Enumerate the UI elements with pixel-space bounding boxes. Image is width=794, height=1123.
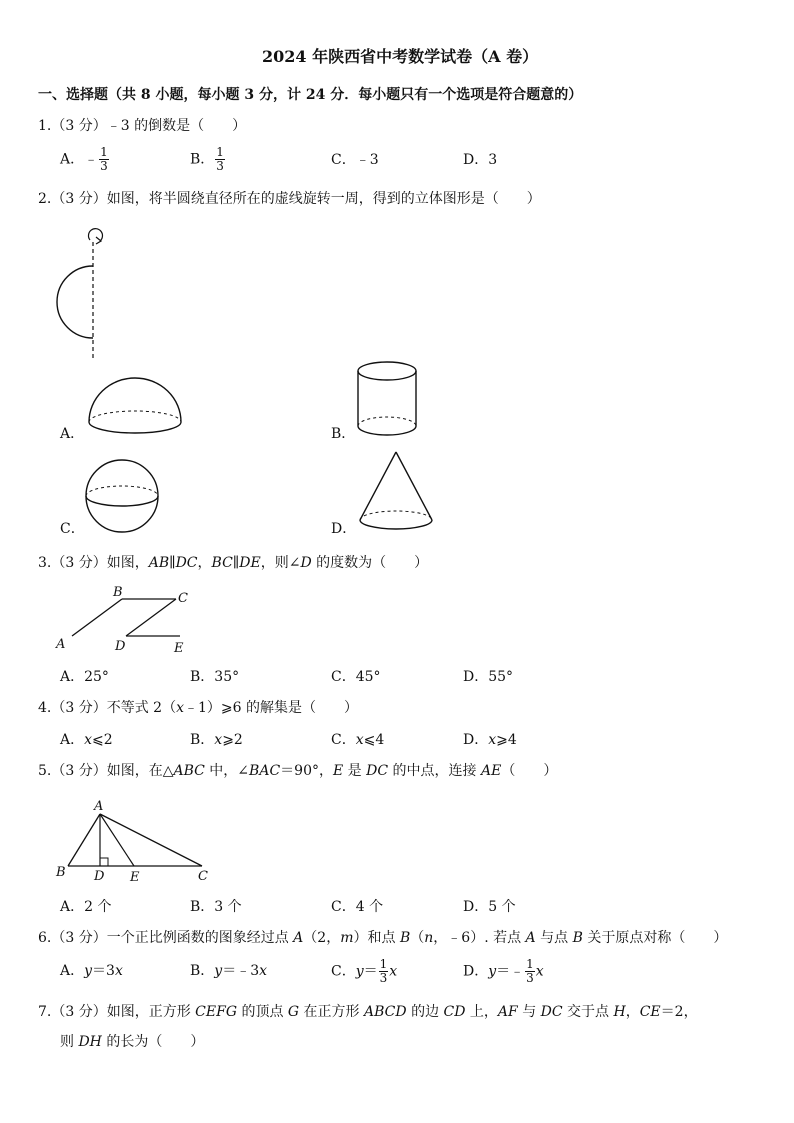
- q1-a-fraction: $\frac{1}{3}$: [100, 145, 108, 173]
- q2-option-c-sphere[interactable]: [84, 458, 164, 538]
- q3-parallel-lines-figure: [50, 584, 210, 654]
- q6-option-c[interactable]: C．y＝ $\frac{1}{3}$ x: [331, 957, 398, 985]
- q6-d-fraction: $\frac{1}{3}$: [526, 957, 534, 985]
- section-heading: 一、选择题（共 8 小题，每小题 3 分，计 24 分．每小题只有一个选项是符合题意的）: [38, 87, 583, 103]
- q6-c-fraction: $\frac{1}{3}$: [379, 957, 388, 985]
- q5-triangle-figure: [50, 792, 220, 884]
- exam-title: 2024 年陕西省中考数学试卷（A 卷）: [262, 47, 539, 66]
- q2-label-d: D．: [331, 521, 357, 537]
- q5-point-c: C: [198, 869, 208, 884]
- q4-option-c[interactable]: C．x⩽4: [331, 732, 385, 748]
- q1-option-d[interactable]: D．3: [463, 152, 498, 168]
- q3-point-c: C: [178, 591, 188, 606]
- q1-b-fraction: $\frac{1}{3}$: [216, 145, 224, 173]
- q1-option-b[interactable]: B． $\frac{1}{3}$: [190, 145, 224, 173]
- q6-option-b[interactable]: B．y＝﹣3x: [190, 963, 268, 979]
- q2-label-b: B．: [331, 426, 356, 442]
- q3-option-b[interactable]: B．35°: [190, 669, 240, 685]
- q2-label-c: C．: [60, 521, 85, 537]
- q1-option-a[interactable]: A．﹣ $\frac{1}{3}$: [60, 145, 108, 173]
- question-6-stem: 6.（3 分）一个正比例函数的图象经过点 A（2，m）和点 B（n，﹣6）. 若点 A 与点 B 关于原点对称（ ）: [38, 930, 728, 946]
- q4-option-d[interactable]: D．x⩾4: [463, 732, 517, 748]
- q5-option-d[interactable]: D．5 个: [463, 899, 516, 915]
- q2-semicircle-figure: [48, 222, 118, 362]
- q5-point-e: E: [130, 870, 140, 885]
- question-1-stem: 1.（3 分）﹣3 的倒数是（ ）: [38, 118, 247, 134]
- question-3-stem: 3.（3 分）如图，AB∥DC，BC∥DE，则∠D 的度数为（ ）: [38, 555, 429, 571]
- q6-option-a[interactable]: A．y＝3x: [60, 963, 123, 979]
- question-4-stem: 4.（3 分）不等式 2（x﹣1）⩾6 的解集是（ ）: [38, 700, 358, 716]
- question-2-stem: 2.（3 分）如图，将半圆绕直径所在的虚线旋转一周，得到的立体图形是（ ）: [38, 191, 541, 207]
- q2-option-d-cone[interactable]: [356, 448, 440, 538]
- q5-option-a[interactable]: A．2 个: [60, 899, 112, 915]
- question-7-stem-line1: 7.（3 分）如图，正方形 CEFG 的顶点 G 在正方形 ABCD 的边 CD 上，AF 与 DC 交于点 H，CE＝2，: [38, 1004, 698, 1020]
- q3-point-e: E: [174, 641, 184, 656]
- question-5-stem: 5.（3 分）如图，在△ABC 中，∠BAC＝90°，E 是 DC 的中点，连接 AE（ ）: [38, 763, 558, 779]
- q3-option-d[interactable]: D．55°: [463, 669, 514, 685]
- q6-option-d[interactable]: D．y＝﹣ $\frac{1}{3}$ x: [463, 957, 544, 985]
- q3-option-c[interactable]: C．45°: [331, 669, 381, 685]
- q5-option-b[interactable]: B．3 个: [190, 899, 242, 915]
- q5-point-b: B: [56, 865, 66, 880]
- q3-point-b: B: [113, 585, 123, 600]
- q3-option-a[interactable]: A．25°: [60, 669, 109, 685]
- q4-option-b[interactable]: B．x⩾2: [190, 732, 243, 748]
- q3-point-d: D: [115, 639, 126, 654]
- q5-point-a: A: [94, 799, 104, 814]
- question-7-stem-line2: 则 DH 的长为（ ）: [60, 1034, 205, 1050]
- q2-label-a: A．: [60, 426, 85, 442]
- q5-option-c[interactable]: C．4 个: [331, 899, 384, 915]
- q1-option-c[interactable]: C．﹣3: [331, 152, 379, 168]
- q5-point-d: D: [94, 869, 105, 884]
- q2-option-a-hemisphere[interactable]: [86, 374, 186, 440]
- q3-point-a: A: [56, 637, 66, 652]
- q4-option-a[interactable]: A．x⩽2: [60, 732, 113, 748]
- q2-option-b-cylinder[interactable]: [355, 360, 421, 440]
